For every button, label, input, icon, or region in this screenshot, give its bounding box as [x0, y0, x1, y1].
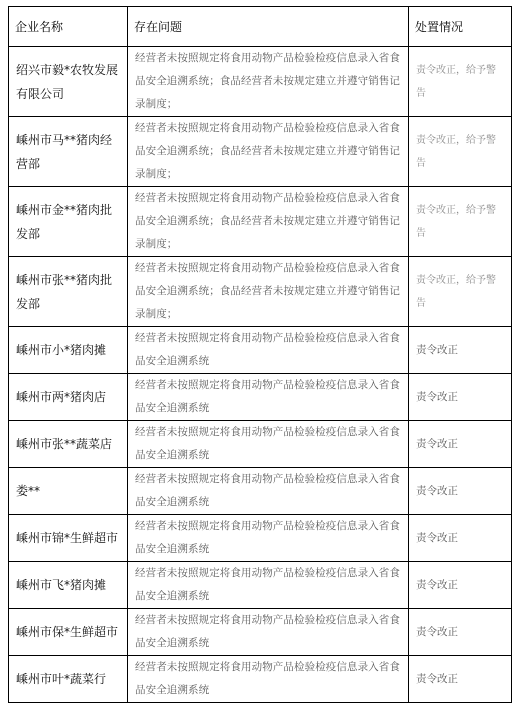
table-row [9, 327, 512, 374]
company-name-cell: 绍兴市毅*农牧发展有限公司 [9, 47, 128, 117]
company-name-cell: 娄** [9, 468, 128, 515]
company-name-cell: 嵊州市金**猪肉批发部 [9, 187, 128, 257]
company-name-cell: 嵊州市叶*蔬菜行 [9, 656, 128, 703]
table-row [9, 562, 512, 609]
header-company-name: 企业名称 [9, 7, 128, 47]
table-row [9, 468, 512, 515]
action-cell: 责令改正 [409, 609, 512, 656]
issue-cell: 经营者未按照规定将食用动物产品检验检疫信息录入省食品安全追溯系统；食品经营者未按规定建立并遵守销售记录制度； [128, 117, 409, 187]
action-cell: 责令改正，给予警告 [409, 257, 512, 327]
company-name-cell: 嵊州市飞*猪肉摊 [9, 562, 128, 609]
company-name-cell: 嵊州市小*猪肉摊 [9, 327, 128, 374]
company-name-cell: 嵊州市两*猪肉店 [9, 374, 128, 421]
table-row [9, 421, 512, 468]
table-row [9, 609, 512, 656]
issue-cell: 经营者未按照规定将食用动物产品检验检疫信息录入省食品安全追溯系统 [128, 609, 409, 656]
company-name-cell: 嵊州市保*生鲜超市 [9, 609, 128, 656]
table-row [9, 187, 512, 257]
issue-cell: 经营者未按照规定将食用动物产品检验检疫信息录入省食品安全追溯系统 [128, 327, 409, 374]
action-cell: 责令改正 [409, 515, 512, 562]
company-name-cell: 嵊州市张**蔬菜店 [9, 421, 128, 468]
issue-cell: 经营者未按照规定将食用动物产品检验检疫信息录入省食品安全追溯系统 [128, 421, 409, 468]
issue-cell: 经营者未按照规定将食用动物产品检验检疫信息录入省食品安全追溯系统；食品经营者未按规定建立并遵守销售记录制度； [128, 187, 409, 257]
issue-cell: 经营者未按照规定将食用动物产品检验检疫信息录入省食品安全追溯系统 [128, 562, 409, 609]
issue-cell: 经营者未按照规定将食用动物产品检验检疫信息录入省食品安全追溯系统 [128, 468, 409, 515]
issue-cell: 经营者未按照规定将食用动物产品检验检疫信息录入省食品安全追溯系统；食品经营者未按规定建立并遵守销售记录制度； [128, 257, 409, 327]
header-issue: 存在问题 [128, 7, 409, 47]
table-row [9, 257, 512, 327]
action-cell: 责令改正，给予警告 [409, 117, 512, 187]
action-cell: 责令改正 [409, 468, 512, 515]
company-name-cell: 嵊州市锦*生鲜超市 [9, 515, 128, 562]
issue-cell: 经营者未按照规定将食用动物产品检验检疫信息录入省食品安全追溯系统 [128, 656, 409, 703]
company-name-cell: 嵊州市马**猪肉经营部 [9, 117, 128, 187]
action-cell: 责令改正，给予警告 [409, 187, 512, 257]
table-row [9, 117, 512, 187]
table-row [9, 374, 512, 421]
action-cell: 责令改正 [409, 562, 512, 609]
action-cell: 责令改正 [409, 374, 512, 421]
action-cell: 责令改正，给予警告 [409, 47, 512, 117]
action-cell: 责令改正 [409, 327, 512, 374]
action-cell: 责令改正 [409, 421, 512, 468]
table-row [9, 47, 512, 117]
header-action: 处置情况 [409, 7, 512, 47]
issue-cell: 经营者未按照规定将食用动物产品检验检疫信息录入省食品安全追溯系统 [128, 515, 409, 562]
action-cell: 责令改正 [409, 656, 512, 703]
table-header-row [9, 7, 512, 47]
issue-cell: 经营者未按照规定将食用动物产品检验检疫信息录入省食品安全追溯系统 [128, 374, 409, 421]
enforcement-table [8, 6, 512, 703]
table-row [9, 515, 512, 562]
table-row [9, 656, 512, 703]
company-name-cell: 嵊州市张**猪肉批发部 [9, 257, 128, 327]
issue-cell: 经营者未按照规定将食用动物产品检验检疫信息录入省食品安全追溯系统；食品经营者未按规定建立并遵守销售记录制度； [128, 47, 409, 117]
